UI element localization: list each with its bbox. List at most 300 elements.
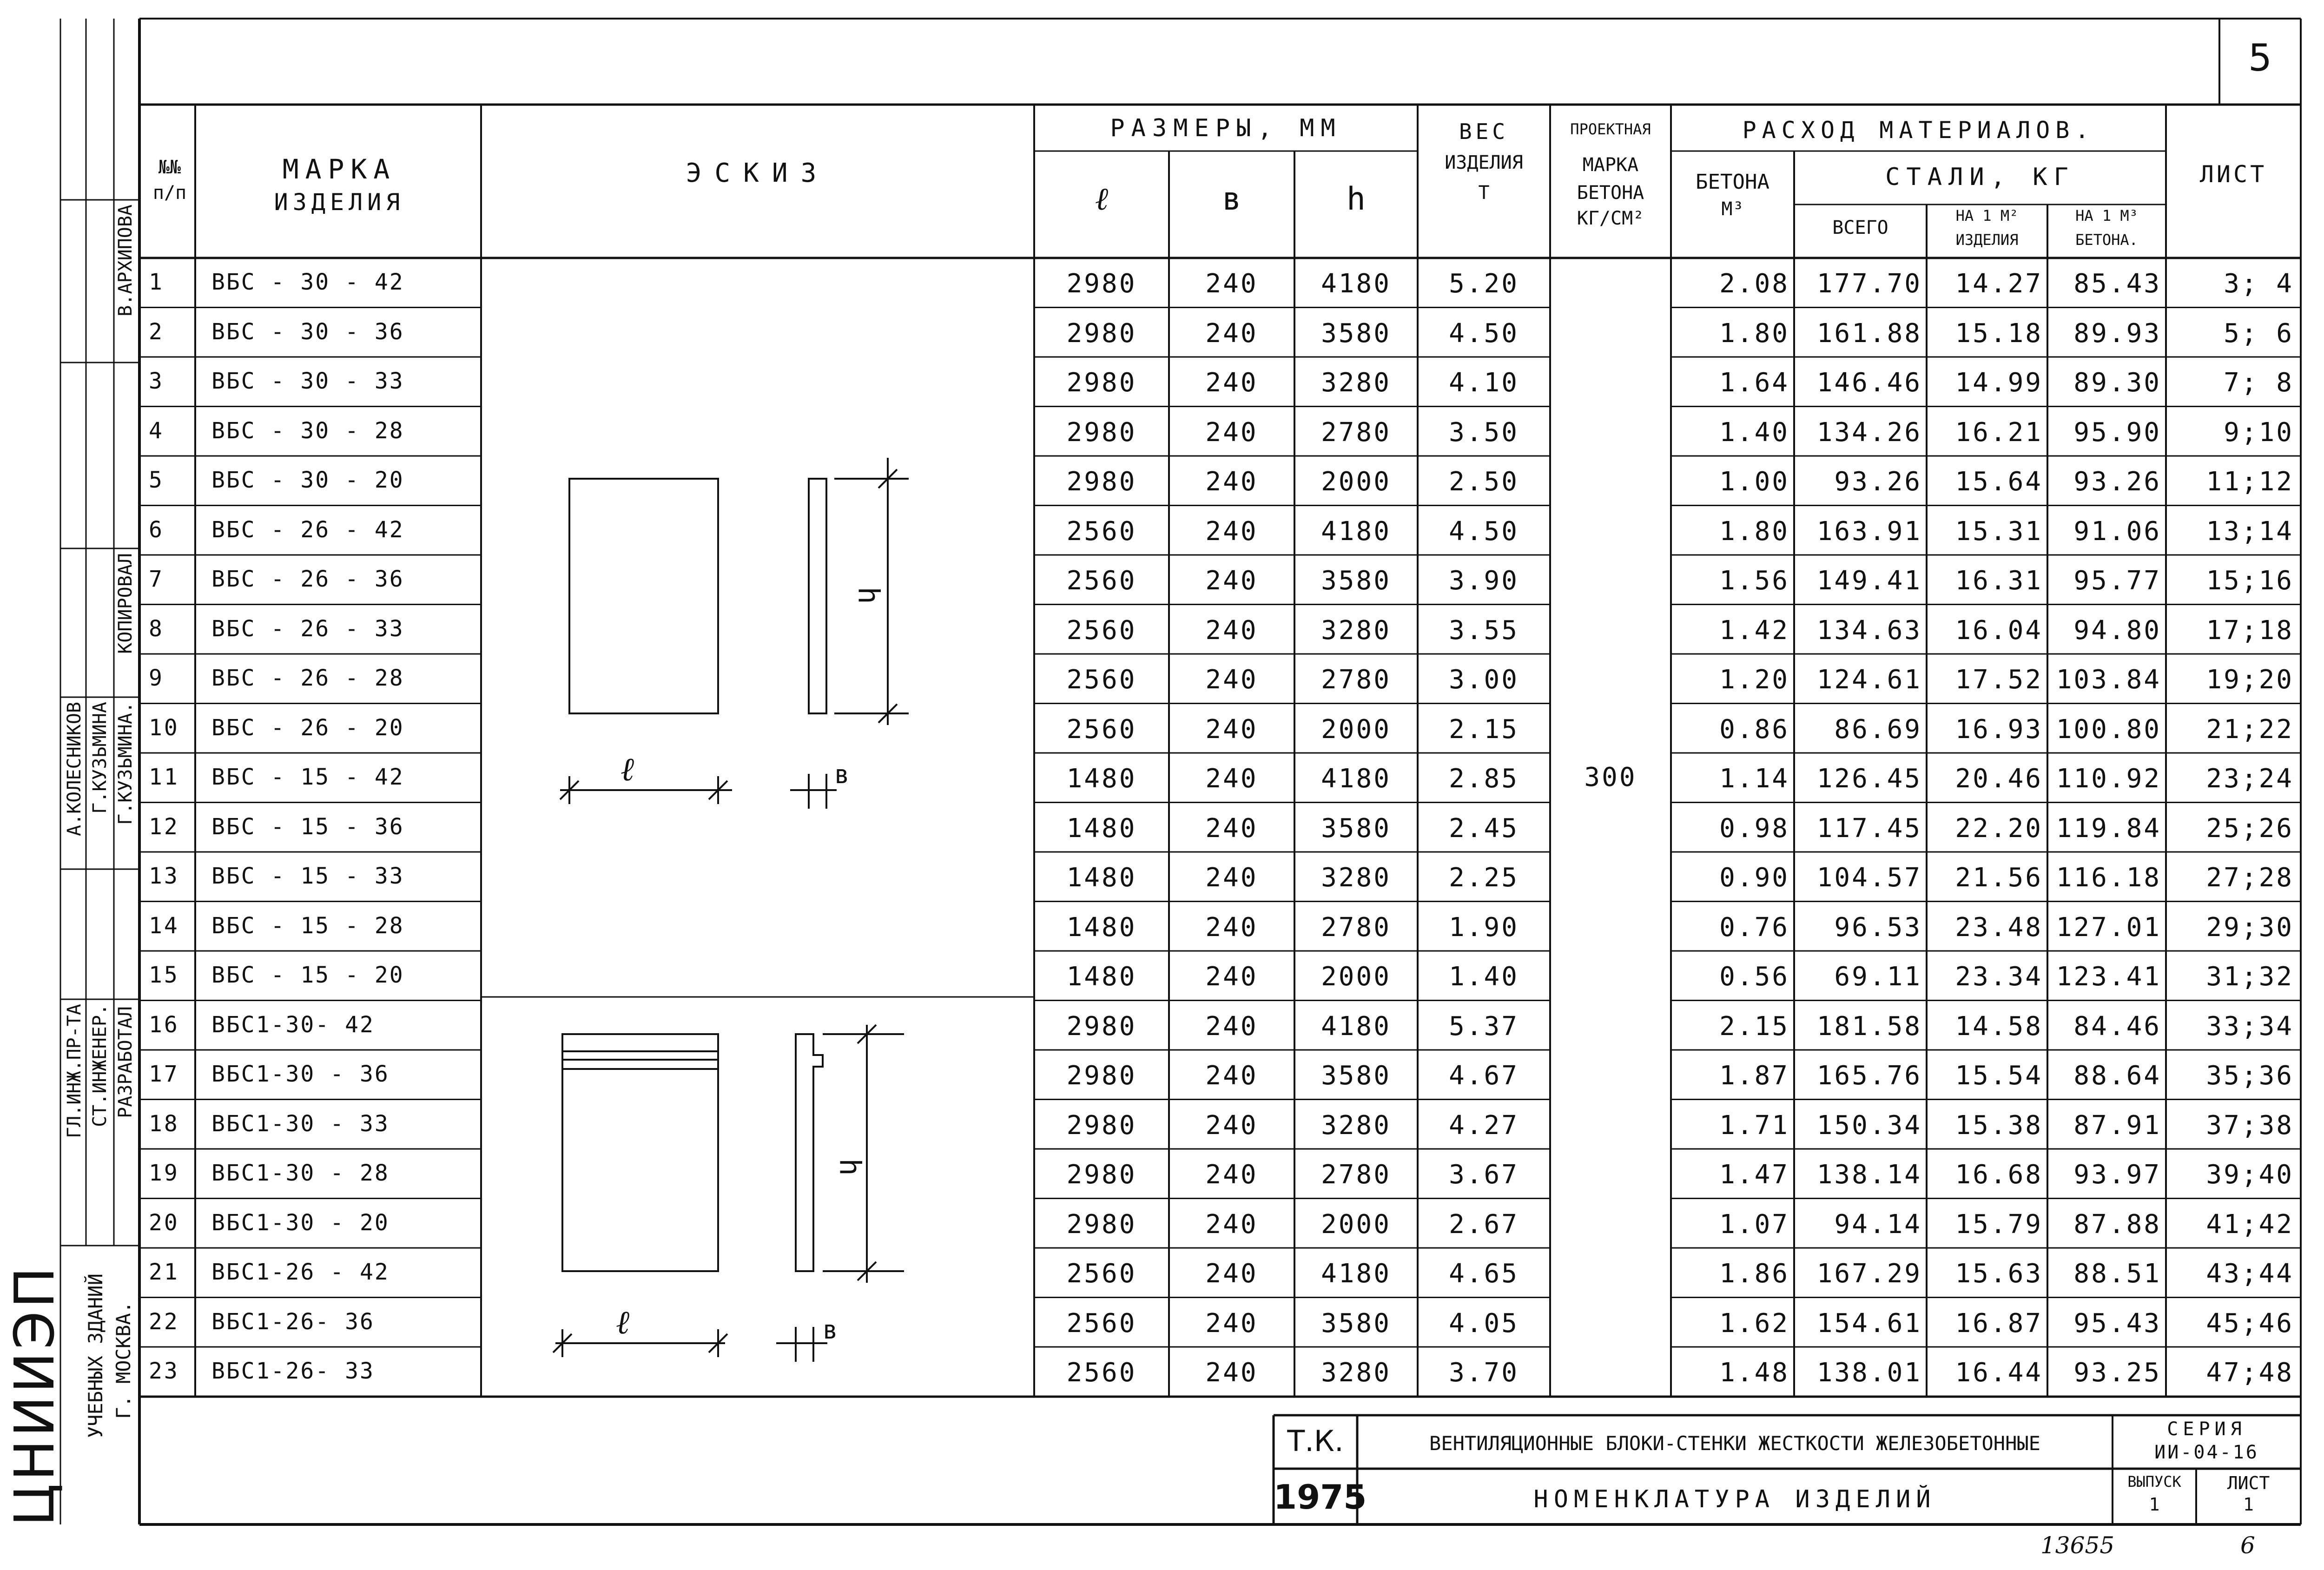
cell-vol: 1.56 (1719, 566, 1789, 596)
title-issue: 1 (2149, 1494, 2160, 1515)
cell-w: 5.20 (1449, 269, 1519, 299)
cell-l: 2560 (1066, 615, 1137, 646)
cell-b: 240 (1205, 417, 1258, 448)
cell-w: 4.05 (1449, 1308, 1519, 1339)
cell-n: 9 (149, 665, 164, 691)
name-kuzmina-2: Г.КУЗЬМИНА (89, 702, 111, 814)
cell-m2: 23.48 (1955, 912, 2043, 943)
cell-m2: 14.99 (1955, 368, 2043, 398)
cell-m2: 15.54 (1955, 1061, 2043, 1091)
sketch2-label-l: ℓ (616, 1303, 630, 1341)
cell-h: 2000 (1321, 962, 1391, 992)
title-main: ВЕНТИЛЯЦИОННЫЕ БЛОКИ-СТЕНКИ ЖЕСТКОСТИ ЖЕЛЕЗОБЕТОННЫЕ (1429, 1432, 2040, 1455)
cell-sheet: 29;30 (2206, 912, 2294, 943)
name-kuzmina-1: Г.КУЗЬМИНА. (115, 702, 136, 825)
cell-n: 16 (149, 1011, 179, 1038)
cell-vol: 1.14 (1719, 764, 1789, 794)
role-copied: КОПИРОВАЛ (115, 553, 136, 654)
cell-n: 23 (149, 1358, 179, 1384)
sketch2-label-b: в (823, 1315, 838, 1345)
cell-l: 2560 (1066, 665, 1137, 695)
cell-sheet: 27;28 (2206, 863, 2294, 893)
cell-m2: 23.34 (1955, 962, 2043, 992)
cell-m3: 87.88 (2073, 1209, 2161, 1240)
cell-mark: ВБС - 15 - 33 (211, 863, 404, 889)
cell-h: 4180 (1321, 1259, 1391, 1289)
header-grade-2: МАРКА (1582, 154, 1639, 176)
cell-total: 96.53 (1834, 912, 1922, 943)
cell-l: 1480 (1066, 813, 1137, 844)
cell-mark: ВБС1-26- 33 (211, 1358, 375, 1384)
cell-sheet: 45;46 (2206, 1308, 2294, 1339)
cell-n: 2 (149, 318, 164, 345)
cell-h: 3280 (1321, 1110, 1391, 1141)
header-sheet: ЛИСТ (2199, 161, 2267, 188)
cell-vol: 0.76 (1719, 912, 1789, 943)
cell-m2: 16.21 (1955, 417, 2043, 448)
cell-mark: ВБС - 26 - 42 (211, 516, 404, 543)
cell-b: 240 (1205, 1358, 1258, 1388)
header-sizes: РАЗМЕРЫ, ММ (1110, 114, 1342, 142)
title-subtitle: НОМЕНКЛАТУРА ИЗДЕЛИЙ (1533, 1485, 1936, 1513)
cell-h: 2000 (1321, 467, 1391, 497)
cell-mark: ВБС - 30 - 36 (211, 318, 404, 345)
header-size-l: ℓ (1095, 181, 1109, 218)
org-name: ЦНИИЭП (2, 1264, 66, 1527)
header-mark-1: МАРКА (282, 153, 396, 185)
cell-sheet: 5; 6 (2224, 318, 2294, 349)
cell-total: 167.29 (1816, 1259, 1922, 1289)
header-weight-2: ИЗДЕЛИЯ (1445, 152, 1523, 173)
cell-m2: 20.46 (1955, 764, 2043, 794)
cell-n: 8 (149, 615, 164, 642)
cell-m2: 15.79 (1955, 1209, 2043, 1240)
title-series: ИИ-04-16 (2154, 1442, 2259, 1463)
cell-m3: 110.92 (2056, 764, 2161, 794)
header-weight-3: Т (1478, 182, 1490, 204)
cell-total: 117.45 (1816, 813, 1922, 844)
cell-n: 5 (149, 467, 164, 493)
cell-total: 181.58 (1816, 1011, 1922, 1042)
name-kolesnikov: А.КОЛЕСНИКОВ (64, 702, 85, 836)
cell-sheet: 9;10 (2224, 417, 2294, 448)
cell-l: 2980 (1066, 1110, 1137, 1141)
cell-vol: 1.86 (1719, 1259, 1789, 1289)
cell-h: 3280 (1321, 1358, 1391, 1388)
cell-n: 1 (149, 269, 164, 295)
cell-total: 94.14 (1834, 1209, 1922, 1240)
cell-h: 3280 (1321, 615, 1391, 646)
role-senior-eng: СТ.ИНЖЕНЕР. (89, 1004, 111, 1127)
cell-l: 2980 (1066, 1061, 1137, 1091)
cell-m2: 15.18 (1955, 318, 2043, 349)
cell-m3: 95.90 (2073, 417, 2161, 448)
footer-inventory: 13655 (2040, 1532, 2115, 1559)
header-per-m2-1: НА 1 М² (1955, 207, 2019, 224)
cell-mark: ВБС - 26 - 20 (211, 714, 404, 741)
cell-l: 1480 (1066, 764, 1137, 794)
cell-w: 2.50 (1449, 467, 1519, 497)
cell-vol: 1.40 (1719, 417, 1789, 448)
cell-m3: 94.80 (2073, 615, 2161, 646)
header-per-m3-1: НА 1 М³ (2075, 207, 2138, 224)
header-grade-3: БЕТОНА (1577, 182, 1644, 204)
header-num-top: №№ (158, 157, 181, 178)
cell-b: 240 (1205, 566, 1258, 596)
cell-b: 240 (1205, 665, 1258, 695)
cell-sheet: 19;20 (2206, 665, 2294, 695)
cell-n: 18 (149, 1110, 179, 1137)
title-year: 1975 (1274, 1478, 1367, 1517)
title-sheet-label: ЛИСТ (2227, 1473, 2270, 1493)
cell-h: 3580 (1321, 318, 1391, 349)
cell-n: 13 (149, 863, 179, 889)
cell-b: 240 (1205, 467, 1258, 497)
cell-total: 134.26 (1816, 417, 1922, 448)
cell-vol: 1.71 (1719, 1110, 1789, 1141)
cell-b: 240 (1205, 764, 1258, 794)
cell-vol: 1.64 (1719, 368, 1789, 398)
cell-l: 2560 (1066, 516, 1137, 547)
sketch1-label-l: ℓ (621, 750, 634, 788)
header-grade-4: КГ/СМ² (1577, 208, 1644, 229)
cell-mark: ВБС - 15 - 42 (211, 764, 404, 790)
cell-h: 3580 (1321, 1061, 1391, 1091)
cell-w: 3.55 (1449, 615, 1519, 646)
sketch2-label-h: h (833, 1158, 867, 1176)
cell-w: 3.50 (1449, 417, 1519, 448)
cell-b: 240 (1205, 813, 1258, 844)
cell-h: 3580 (1321, 813, 1391, 844)
cell-vol: 1.87 (1719, 1061, 1789, 1091)
cell-sheet: 33;34 (2206, 1011, 2294, 1042)
cell-l: 1480 (1066, 912, 1137, 943)
cell-n: 12 (149, 813, 179, 840)
cell-n: 11 (149, 764, 179, 790)
cell-b: 240 (1205, 1259, 1258, 1289)
cell-total: 126.45 (1816, 764, 1922, 794)
cell-mark: ВБС - 15 - 36 (211, 813, 404, 840)
cell-n: 14 (149, 912, 179, 939)
cell-m2: 16.44 (1955, 1358, 2043, 1388)
cell-w: 2.85 (1449, 764, 1519, 794)
cell-n: 6 (149, 516, 164, 543)
cell-h: 4180 (1321, 516, 1391, 547)
header-per-m2-2: ИЗДЕЛИЯ (1955, 231, 2019, 249)
header-num-bottom: п/п (152, 182, 187, 204)
cell-mark: ВБС - 15 - 20 (211, 962, 404, 988)
title-tk: Т.К. (1287, 1424, 1344, 1458)
cell-w: 3.70 (1449, 1358, 1519, 1388)
cell-b: 240 (1205, 318, 1258, 349)
cell-w: 4.50 (1449, 516, 1519, 547)
cell-vol: 2.15 (1719, 1011, 1789, 1042)
cell-sheet: 25;26 (2206, 813, 2294, 844)
cell-sheet: 21;22 (2206, 714, 2294, 745)
cell-m2: 16.93 (1955, 714, 2043, 745)
cell-m2: 15.38 (1955, 1110, 2043, 1141)
cell-w: 2.67 (1449, 1209, 1519, 1240)
header-weight-1: ВЕС (1459, 119, 1509, 144)
cell-h: 2780 (1321, 665, 1391, 695)
title-series-label: СЕРИЯ (2167, 1418, 2246, 1440)
cell-vol: 1.20 (1719, 665, 1789, 695)
cell-mark: ВБС1-26- 36 (211, 1308, 375, 1335)
cell-vol: 1.00 (1719, 467, 1789, 497)
cell-m3: 85.43 (2073, 269, 2161, 299)
cell-w: 2.25 (1449, 863, 1519, 893)
cell-mark: ВБС1-30 - 28 (211, 1160, 390, 1186)
cell-total: 124.61 (1816, 665, 1922, 695)
cell-h: 2000 (1321, 1209, 1391, 1240)
cell-l: 2980 (1066, 1160, 1137, 1190)
cell-n: 17 (149, 1061, 179, 1087)
cell-l: 2560 (1066, 714, 1137, 745)
cell-total: 161.88 (1816, 318, 1922, 349)
cell-total: 138.14 (1816, 1160, 1922, 1190)
header-size-b: в (1222, 181, 1241, 218)
cell-sheet: 23;24 (2206, 764, 2294, 794)
cell-sheet: 13;14 (2206, 516, 2294, 547)
cell-sheet: 7; 8 (2224, 368, 2294, 398)
cell-total: 138.01 (1816, 1358, 1922, 1388)
cell-vol: 0.56 (1719, 962, 1789, 992)
cell-total: 104.57 (1816, 863, 1922, 893)
cell-mark: ВБС1-30 - 33 (211, 1110, 390, 1137)
cell-w: 3.67 (1449, 1160, 1519, 1190)
footer-page: 6 (2240, 1532, 2255, 1559)
cell-m3: 100.80 (2056, 714, 2161, 745)
cell-m3: 93.25 (2073, 1358, 2161, 1388)
cell-w: 1.40 (1449, 962, 1519, 992)
cell-m3: 89.30 (2073, 368, 2161, 398)
cell-m3: 95.43 (2073, 1308, 2161, 1339)
cell-vol: 1.07 (1719, 1209, 1789, 1240)
cell-b: 240 (1205, 714, 1258, 745)
header-mark-2: ИЗДЕЛИЯ (274, 189, 405, 216)
cell-m3: 123.41 (2056, 962, 2161, 992)
cell-sheet: 43;44 (2206, 1259, 2294, 1289)
cell-b: 240 (1205, 516, 1258, 547)
cell-w: 3.90 (1449, 566, 1519, 596)
cell-m3: 103.84 (2056, 665, 2161, 695)
cell-vol: 1.62 (1719, 1308, 1789, 1339)
cell-m3: 89.93 (2073, 318, 2161, 349)
cell-sheet: 39;40 (2206, 1160, 2294, 1190)
header-steel: СТАЛИ, КГ (1885, 163, 2075, 191)
cell-b: 240 (1205, 368, 1258, 398)
cell-mark: ВБС1-30 - 20 (211, 1209, 390, 1236)
cell-m2: 16.87 (1955, 1308, 2043, 1339)
cell-sheet: 31;32 (2206, 962, 2294, 992)
cell-mark: ВБС1-26 - 42 (211, 1259, 390, 1285)
cell-total: 93.26 (1834, 467, 1922, 497)
cell-m3: 93.97 (2073, 1160, 2161, 1190)
sketch1-label-h: h (852, 587, 886, 604)
cell-w: 4.65 (1449, 1259, 1519, 1289)
cell-vol: 1.42 (1719, 615, 1789, 646)
cell-l: 2980 (1066, 1011, 1137, 1042)
cell-b: 240 (1205, 1011, 1258, 1042)
cell-total: 134.63 (1816, 615, 1922, 646)
cell-h: 3580 (1321, 1308, 1391, 1339)
cell-m3: 95.77 (2073, 566, 2161, 596)
cell-vol: 0.86 (1719, 714, 1789, 745)
cell-w: 1.90 (1449, 912, 1519, 943)
cell-w: 2.15 (1449, 714, 1519, 745)
cell-vol: 0.90 (1719, 863, 1789, 893)
cell-h: 2000 (1321, 714, 1391, 745)
cell-sheet: 47;48 (2206, 1358, 2294, 1388)
cell-m2: 16.31 (1955, 566, 2043, 596)
cell-w: 4.10 (1449, 368, 1519, 398)
cell-m2: 16.68 (1955, 1160, 2043, 1190)
cell-m2: 21.56 (1955, 863, 2043, 893)
cell-b: 240 (1205, 615, 1258, 646)
cell-n: 15 (149, 962, 179, 988)
cell-sheet: 15;16 (2206, 566, 2294, 596)
cell-n: 20 (149, 1209, 179, 1236)
cell-m2: 14.27 (1955, 269, 2043, 299)
cell-w: 4.67 (1449, 1061, 1519, 1091)
cell-mark: ВБС1-30 - 36 (211, 1061, 390, 1087)
header-sketch: ЭСКИЗ (686, 158, 830, 188)
cell-n: 3 (149, 368, 164, 394)
header-grade-1: ПРОЕКТНАЯ (1570, 120, 1651, 138)
header-per-m3-2: БЕТОНА. (2075, 231, 2138, 249)
cell-total: 69.11 (1834, 962, 1922, 992)
cell-mark: ВБС - 15 - 28 (211, 912, 404, 939)
cell-mark: ВБС - 30 - 33 (211, 368, 404, 394)
title-issue-label: ВЫПУСК (2127, 1473, 2181, 1491)
header-steel-total: ВСЕГО (1832, 217, 1888, 238)
cell-l: 2980 (1066, 417, 1137, 448)
cell-m3: 119.84 (2056, 813, 2161, 844)
cell-total: 86.69 (1834, 714, 1922, 745)
cell-total: 177.70 (1816, 269, 1922, 299)
cell-total: 150.34 (1816, 1110, 1922, 1141)
cell-l: 2980 (1066, 318, 1137, 349)
cell-vol: 2.08 (1719, 269, 1789, 299)
cell-m3: 127.01 (2056, 912, 2161, 943)
cell-w: 2.45 (1449, 813, 1519, 844)
cell-l: 2560 (1066, 1308, 1137, 1339)
cell-sheet: 41;42 (2206, 1209, 2294, 1240)
cell-l: 2980 (1066, 269, 1137, 299)
cell-l: 2980 (1066, 368, 1137, 398)
cell-mark: ВБС - 30 - 28 (211, 417, 404, 444)
cell-m2: 14.58 (1955, 1011, 2043, 1042)
cell-n: 21 (149, 1259, 179, 1285)
header-concrete-2: М³ (1721, 198, 1744, 220)
cell-w: 5.37 (1449, 1011, 1519, 1042)
cell-vol: 0.98 (1719, 813, 1789, 844)
cell-vol: 1.80 (1719, 318, 1789, 349)
cell-n: 4 (149, 417, 164, 444)
cell-total: 146.46 (1816, 368, 1922, 398)
cell-vol: 1.80 (1719, 516, 1789, 547)
cell-mark: ВБС - 30 - 20 (211, 467, 404, 493)
cell-m2: 15.64 (1955, 467, 2043, 497)
cell-b: 240 (1205, 1209, 1258, 1240)
org-sub-2: Г. МОСКВА. (112, 1301, 135, 1419)
cell-sheet: 17;18 (2206, 615, 2294, 646)
cell-sheet: 37;38 (2206, 1110, 2294, 1141)
title-sheet: 1 (2243, 1494, 2254, 1515)
cell-mark: ВБС - 26 - 33 (211, 615, 404, 642)
cell-n: 22 (149, 1308, 179, 1335)
cell-m2: 16.04 (1955, 615, 2043, 646)
cell-h: 2780 (1321, 912, 1391, 943)
cell-total: 165.76 (1816, 1061, 1922, 1091)
cell-h: 4180 (1321, 1011, 1391, 1042)
header-size-h: h (1347, 181, 1366, 218)
cell-w: 4.50 (1449, 318, 1519, 349)
role-archipova: В.АРХИПОВА (115, 204, 136, 317)
cell-l: 2560 (1066, 566, 1137, 596)
cell-m3: 84.46 (2073, 1011, 2161, 1042)
cell-w: 3.00 (1449, 665, 1519, 695)
cell-b: 240 (1205, 269, 1258, 299)
cell-m2: 15.63 (1955, 1259, 2043, 1289)
cell-mark: ВБС - 26 - 28 (211, 665, 404, 691)
cell-b: 240 (1205, 863, 1258, 893)
org-sub-1: УЧЕБНЫХ ЗДАНИЙ (84, 1273, 107, 1438)
cell-h: 3280 (1321, 368, 1391, 398)
cell-b: 240 (1205, 1160, 1258, 1190)
cell-b: 240 (1205, 1110, 1258, 1141)
cell-h: 3580 (1321, 566, 1391, 596)
cell-h: 2780 (1321, 417, 1391, 448)
header-materials: РАСХОД МАТЕРИАЛОВ. (1742, 117, 2095, 144)
cell-b: 240 (1205, 962, 1258, 992)
cell-m3: 88.64 (2073, 1061, 2161, 1091)
role-developed: РАЗРАБОТАЛ (115, 1006, 136, 1118)
cell-h: 2780 (1321, 1160, 1391, 1190)
cell-h: 4180 (1321, 269, 1391, 299)
cell-l: 1480 (1066, 962, 1137, 992)
cell-m2: 22.20 (1955, 813, 2043, 844)
cell-sheet: 3; 4 (2224, 269, 2294, 299)
cell-b: 240 (1205, 1308, 1258, 1339)
cell-n: 19 (149, 1160, 179, 1186)
cell-l: 2560 (1066, 1358, 1137, 1388)
cell-w: 4.27 (1449, 1110, 1519, 1141)
cell-mark: ВБС1-30- 42 (211, 1011, 375, 1038)
cell-h: 3280 (1321, 863, 1391, 893)
cell-b: 240 (1205, 912, 1258, 943)
cell-n: 7 (149, 566, 164, 592)
page-number: 5 (2248, 36, 2272, 79)
cell-m3: 88.51 (2073, 1259, 2161, 1289)
cell-total: 149.41 (1816, 566, 1922, 596)
cell-sheet: 11;12 (2206, 467, 2294, 497)
cell-mark: ВБС - 26 - 36 (211, 566, 404, 592)
cell-m3: 93.26 (2073, 467, 2161, 497)
cell-l: 2980 (1066, 1209, 1137, 1240)
concrete-grade: 300 (1584, 762, 1637, 792)
cell-h: 4180 (1321, 764, 1391, 794)
cell-m3: 116.18 (2056, 863, 2161, 893)
cell-b: 240 (1205, 1061, 1258, 1091)
cell-l: 1480 (1066, 863, 1137, 893)
cell-vol: 1.48 (1719, 1358, 1789, 1388)
sketch1-label-b: в (834, 760, 850, 789)
cell-total: 163.91 (1816, 516, 1922, 547)
role-chief-eng: ГЛ.ИНЖ.ПР-ТА (64, 1004, 85, 1138)
cell-m3: 91.06 (2073, 516, 2161, 547)
cell-sheet: 35;36 (2206, 1061, 2294, 1091)
